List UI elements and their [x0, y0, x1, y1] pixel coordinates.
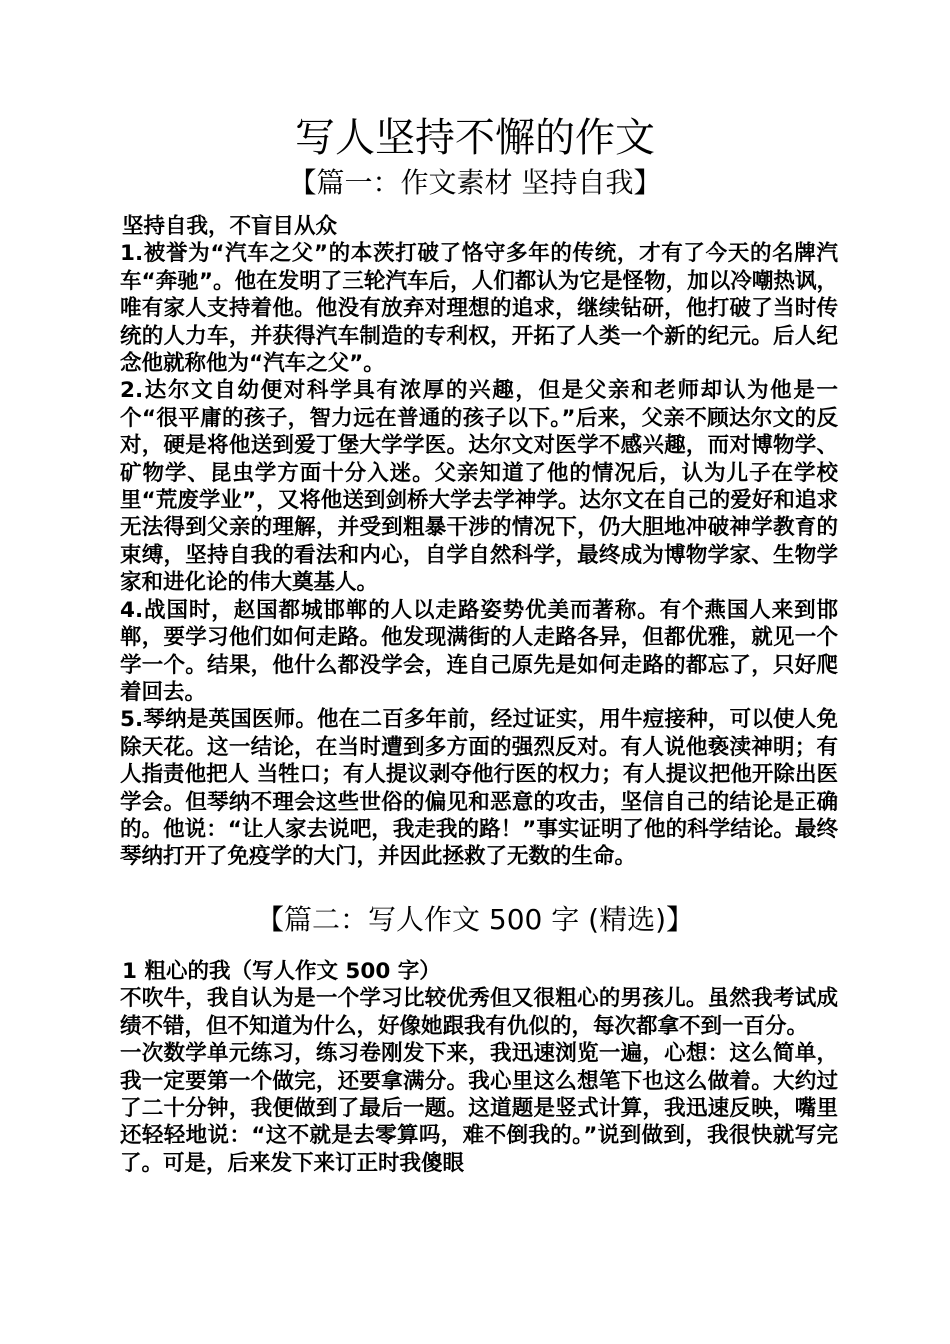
paragraph: 1.被誉为“汽车之父”的本茨打破了恪守多年的传统，才有了今天的名牌汽车“奔驰”。他在发明了三轮汽车后，人们都认为它是怪物，加以冷嘲热讽，唯有家人支持着他。他没有放弃对理想的追求，继续钻研，他打破了当时传统的人力车，并获得汽车制造的专利权，开拓了人类一个新的纪元。后人纪念他就称他为“汽车之父”。 — [120, 241, 838, 377]
section-heading-1: 【篇一：作文素材 坚持自我】 — [288, 166, 662, 199]
document-title: 写人坚持不懈的作文 — [295, 115, 655, 161]
section-1-subheading: 坚持自我，不盲目从众 — [122, 214, 338, 239]
section-1-body — [114, 213, 838, 871]
paragraph: 4.战国时，赵国都城邯郸的人以走路姿势优美而著称。有个燕国人来到邯郸，要学习他们如何走路。他发现满街的人走路各异，但都优雅，就见一个学一个。结果，他什么都没学会，连自己原先是如何走路的都忘了，只好爬着回去。 — [120, 597, 838, 705]
section-2-body — [114, 958, 838, 1177]
paragraph: 2.达尔文自幼便对科学具有浓厚的兴趣，但是父亲和老师却认为他是一个“很平庸的孩子，智力远在普通的孩子以下。”后来，父亲不顾达尔文的反对，硬是将他送到爱丁堡大学学医。达尔文对医学不感兴趣，而对博物学、矿物学、昆虫学方面十分入迷。父亲知道了他的情况后，认为儿子在学校里“荒废学业”，又将他送到剑桥大学去学神学。达尔文在自己的爱好和追求无法得到父亲的理解，并受到粗暴干涉的情况下，仍大胆地冲破神学教育的束缚，坚持自我的看法和内心，自学自然科学，最终成为博物学家、生物学家和进化论的伟大奠基人。 — [120, 378, 838, 596]
section-heading-2: 【篇二：写人作文 500 字 (精选)】 — [256, 903, 694, 936]
paragraph: 不吹牛，我自认为是一个学习比较优秀但又很粗心的男孩儿。虽然我考试成绩不错，但不知道为什么，好像她跟我有仇似的，每次都拿不到一百分。 — [120, 986, 838, 1039]
paragraph: 5.琴纳是英国医师。他在二百多年前，经过证实，用牛痘接种，可以使人免除天花。这一结论，在当时遭到多方面的强烈反对。有人说他亵渎神明；有人指责他把人 当牲口；有人提议剥夺他行医的权力；有人提议把他开除出医学会。但琴纳不理会这些世俗的偏见和恶意的攻击，坚信自己的结论是正确的。他说：“让人家去说吧，我走我的路！”事实证明了他的科学结论。最终琴纳打开了免疫学的大门，并因此拯救了无数的生命。 — [120, 707, 838, 870]
section-2-subheading: 1 粗心的我（写人作文 500 字） — [122, 959, 441, 984]
paragraph: 一次数学单元练习，练习卷刚发下来，我迅速浏览一遍，心想：这么简单，我一定要第一个做完，还要拿满分。我心里这么想笔下也这么做着。大约过了二十分钟，我便做到了最后一题。这道题是竖式计算，我迅速反映，嘴里还轻轻地说：“这不就是去零算吗，难不倒我的。”说到做到，我很快就写完了。可是，后来发下来订正时我傻眼 — [120, 1041, 838, 1176]
